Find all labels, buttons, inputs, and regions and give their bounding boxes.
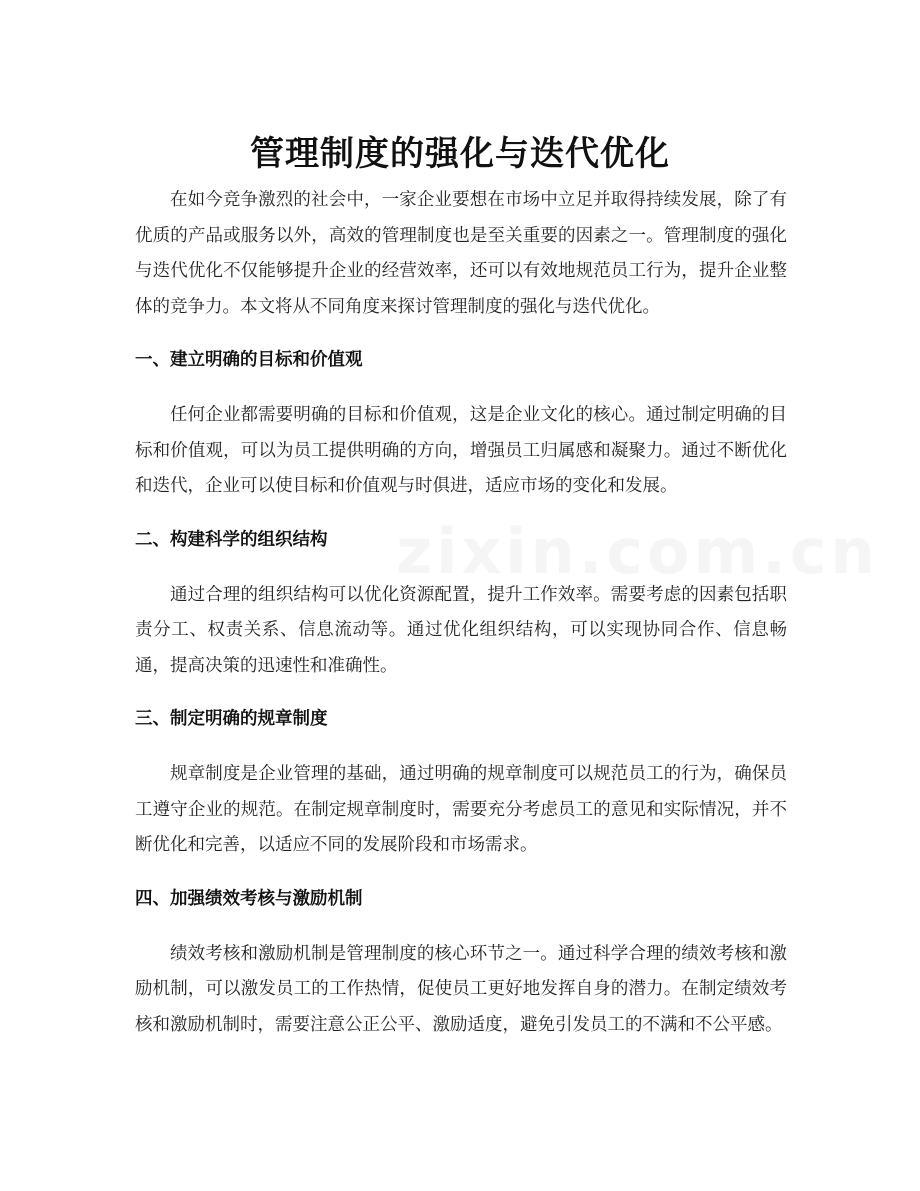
section-heading-4: 四、加强绩效考核与激励机制: [135, 888, 363, 909]
section-paragraph-3: 规章制度是企业管理的基础，通过明确的规章制度可以规范员工的行为，确保员工遵守企业的规范。在制定规章制度时，需要充分考虑员工的意见和实际情况，并不断优化和完善，以适应不同的发展阶段和市场需求。: [135, 764, 787, 855]
section-heading-2: 二、构建科学的组织结构: [135, 529, 328, 550]
watermark: zixin.com.cn: [396, 515, 879, 588]
section-heading-1: 一、建立明确的目标和价值观: [135, 350, 363, 370]
intro-paragraph: 在如今竞争激烈的社会中，一家企业要想在市场中立足并取得持续发展，除了有优质的产品或服务以外，高效的管理制度也是至关重要的因素之一。管理制度的强化与迭代优化不仅能够提升企业的经营效率，还可以有效地规范员工行为，提升企业整体的竞争力。本文将从不同角度来探讨管理制度的强化与迭代优化。: [135, 190, 787, 317]
section-paragraph-2: 通过合理的组织结构可以优化资源配置，提升工作效率。需要考虑的因素包括职责分工、权责关系、信息流动等。通过优化组织结构，可以实现协同合作、信息畅通，提高决策的迅速性和准确性。: [135, 584, 787, 676]
section-heading-3: 三、制定明确的规章制度: [135, 709, 328, 729]
section-paragraph-1: 任何企业都需要明确的目标和价值观，这是企业文化的核心。通过制定明确的目标和价值观，可以为员工提供明确的方向，增强员工归属感和凝聚力。通过不断优化和迭代，企业可以使目标和价值观与时俱进，适应市场的变化和发展。: [135, 405, 787, 496]
page-title: 管理制度的强化与迭代优化: [250, 133, 670, 174]
section-paragraph-4: 绩效考核和激励机制是管理制度的核心环节之一。通过科学合理的绩效考核和激励机制，可以激发员工的工作热情，促使员工更好地发挥自身的潜力。在制定绩效考核和激励机制时，需要注意公正公平、激励适度，避免引发员工的不满和不公平感。: [135, 943, 787, 1035]
document-body: [135, 183, 787, 1043]
